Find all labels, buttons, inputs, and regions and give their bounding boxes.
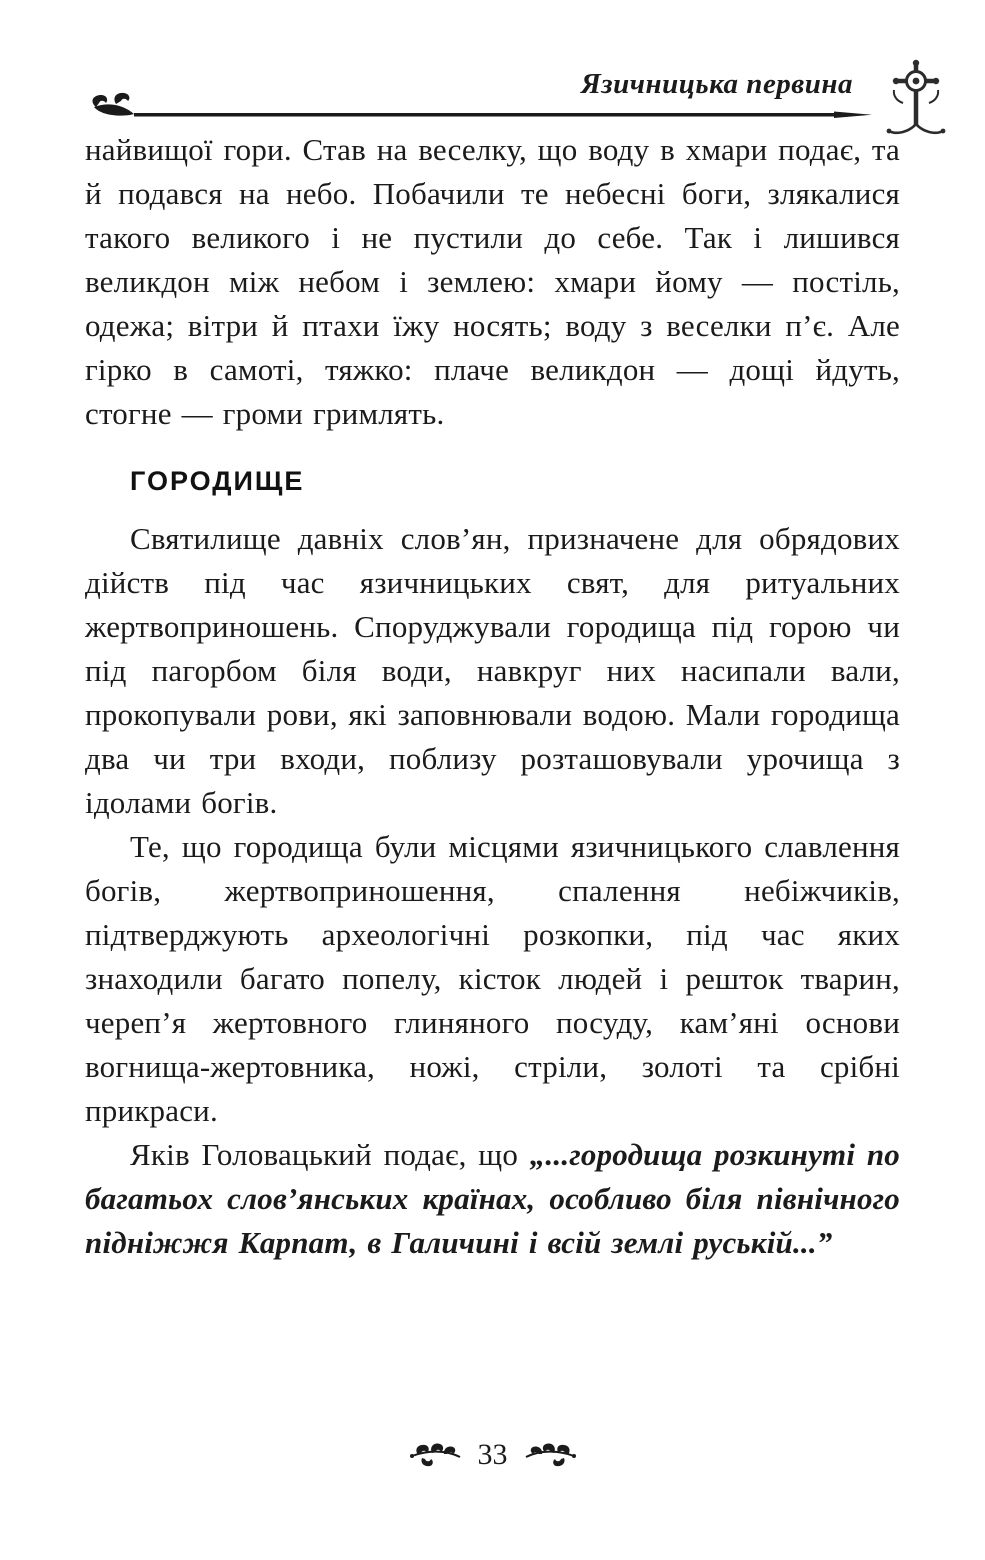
body-paragraph-3: Те, що городища були місцями язичницького славлення богів, жертвоприношення, спалення небіжчиків, підтверджують археологічні розкопки, під час яких знаходили багато попелу, кісток людей і решток тварин, череп’я жертовного глиняного посуду, кам’яні основи вогнища-жертовника, ножі, стріли, золоті та срібні прикраси. [85, 829, 900, 1128]
quote-lead-text: Яків Головацький подає, що [130, 1137, 530, 1172]
quote-text: „...городища розкинуті по багатьох слов’янських країнах, особливо біля північного підніжжя Карпат, в Галичині і всій землі руській...” [85, 1137, 900, 1260]
page-footer [0, 1438, 985, 1472]
page-number: 33 [477, 1438, 508, 1471]
footer-flourish-right-icon [524, 1442, 578, 1468]
footer-flourish-left-icon [408, 1442, 462, 1468]
header-rule-ornament-icon [82, 88, 876, 122]
section-heading: ГОРОДИЩЕ [130, 466, 305, 496]
page-body [85, 128, 900, 1265]
body-paragraph-1: найвищої гори. Став на веселку, що воду в хмари подає, та й подався на небо. Побачили те небесні боги, злякалися такого великого і не пустили до себе. Так і лишився великдон між небом і землею: хмари йому — постіль, одежа; вітри й птахи їжу носять; воду з веселки п’є. Але гірко в самоті, тяжко: плаче великдон — дощі йдуть, стогне — громи гримлять. [85, 132, 900, 431]
running-head: Язичницька первина [580, 68, 853, 100]
body-paragraph-2: Святилище давніх слов’ян, призначене для обрядових дійств під час язичницьких свят, для ритуальних жертвоприношень. Споруджували городища під горою чи під пагорбом біля води, навкруг них насипали вали, прокопували рови, які заповнювали водою. Мали городища два чи три входи, поблизу розташовували урочища з ідолами богів. [85, 521, 900, 820]
body-paragraph-4 [85, 1133, 900, 1265]
